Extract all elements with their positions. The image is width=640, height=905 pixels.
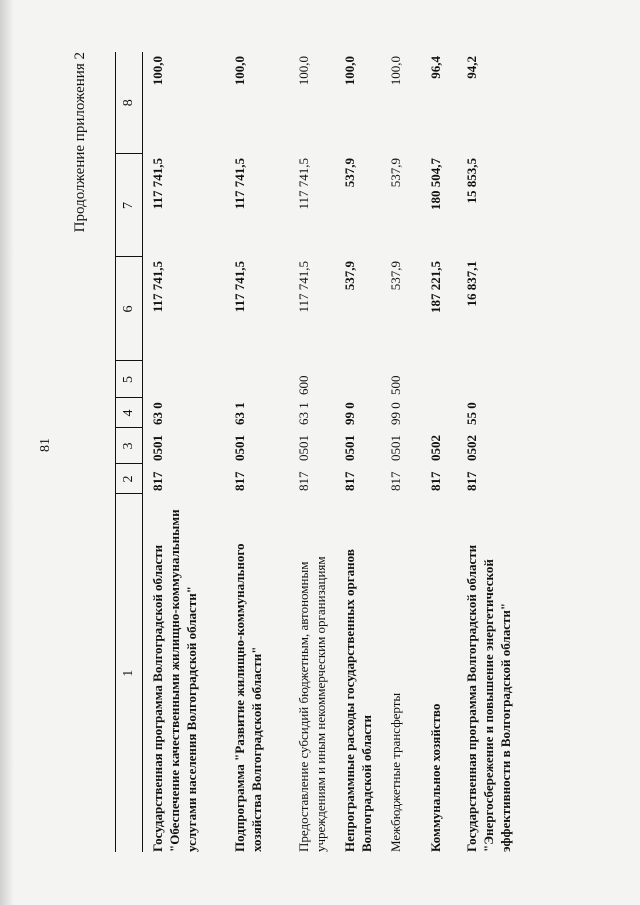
row-executed: 117 741,5: [296, 158, 311, 210]
table-row: [225, 52, 289, 852]
header-cell: 6: [116, 257, 143, 361]
row-program-code: 99 0: [342, 402, 357, 425]
continuation-label: Продолжение приложения 2: [72, 52, 88, 233]
row-executed: 117 741,5: [232, 158, 247, 210]
header-cell: 3: [116, 428, 143, 464]
row-planned: 117 741,5: [232, 261, 247, 313]
row-executed: 15 853,5: [464, 158, 479, 204]
row-name: Государственная программа Волгоградской области "Энергосбережение и повышение энергетической эффективности в Волгоградской области": [464, 544, 513, 852]
header-cell: 2: [116, 464, 143, 494]
row-planned: 117 741,5: [296, 261, 311, 313]
row-section-code: 0502: [428, 435, 443, 461]
row-admin-code: 817: [342, 471, 357, 491]
row-planned: 537,9: [388, 261, 403, 291]
row-executed: 180 504,7: [428, 158, 443, 210]
row-executed: 537,9: [342, 158, 357, 188]
row-program-code: 55 0: [464, 402, 479, 425]
row-program-code: 63 1: [296, 402, 311, 425]
row-admin-code: 817: [232, 471, 247, 491]
row-name: Коммунальное хозяйство: [428, 703, 443, 852]
header-cell: 7: [116, 154, 143, 257]
row-admin-code: 817: [388, 471, 403, 491]
row-name: Межбюджетные трансферты: [388, 692, 403, 852]
row-percent: 94,2: [464, 56, 479, 79]
row-planned: 187 221,5: [428, 261, 443, 313]
row-section-code: 0502: [464, 435, 479, 461]
row-planned: 117 741,5: [150, 261, 165, 313]
row-program-code: 63 1: [232, 402, 247, 425]
table-row: [143, 52, 226, 852]
table-row: [289, 52, 335, 852]
row-name: Непрограммные расходы государственных органов Волгоградской области: [342, 549, 374, 852]
row-percent: 100,0: [296, 56, 311, 86]
row-section-code: 0501: [150, 435, 165, 461]
row-program-code: 99 0: [388, 402, 403, 425]
row-percent: 96,4: [428, 56, 443, 79]
table-row: [335, 52, 381, 852]
row-expense-type: [143, 361, 226, 398]
row-section-code: 0501: [232, 435, 247, 461]
page-edge-shadow: [0, 0, 14, 905]
row-executed: 537,9: [388, 158, 403, 188]
row-percent: 100,0: [342, 56, 357, 86]
row-name: Подпрограмма "Развитие жилищно-коммунального хозяйства Волгоградской области": [232, 543, 264, 852]
row-planned: 537,9: [342, 261, 357, 291]
row-expense-type: 600: [296, 375, 311, 395]
table-header-row: [116, 52, 143, 852]
header-cell: 8: [116, 52, 143, 154]
rotated-content: [72, 52, 535, 852]
table-row: [457, 52, 543, 852]
row-planned: 16 837,1: [464, 261, 479, 307]
row-expense-type: [421, 361, 457, 398]
row-name: Предоставление субсидий бюджетным, автономным учреждениям и иным некоммерческим организациям: [296, 556, 328, 852]
row-expense-type: [457, 361, 543, 398]
page-number: 81: [38, 438, 53, 452]
table-row: [381, 52, 421, 852]
table-row: [421, 52, 457, 852]
header-cell: 1: [116, 494, 143, 852]
row-admin-code: 817: [150, 471, 165, 491]
header-cell: 4: [116, 398, 143, 428]
header-cell: 5: [116, 361, 143, 398]
row-admin-code: 817: [428, 471, 443, 491]
row-admin-code: 817: [296, 471, 311, 491]
row-percent: 100,0: [232, 56, 247, 86]
budget-table: [115, 52, 543, 852]
row-percent: 100,0: [388, 56, 403, 86]
row-executed: 117 741,5: [150, 158, 165, 210]
row-section-code: 0501: [342, 435, 357, 461]
row-expense-type: [225, 361, 289, 398]
row-section-code: 0501: [388, 435, 403, 461]
row-expense-type: 500: [388, 375, 403, 395]
row-name: Государственная программа Волгоградской области "Обеспечение качественными жилищно-коммунальными услугами населения Волгоградской области": [150, 509, 199, 852]
row-admin-code: 817: [464, 471, 479, 491]
row-section-code: 0501: [296, 435, 311, 461]
row-expense-type: [335, 361, 381, 398]
row-program-code: 63 0: [150, 402, 165, 425]
row-percent: 100,0: [150, 56, 165, 86]
row-program-code: [421, 398, 457, 428]
